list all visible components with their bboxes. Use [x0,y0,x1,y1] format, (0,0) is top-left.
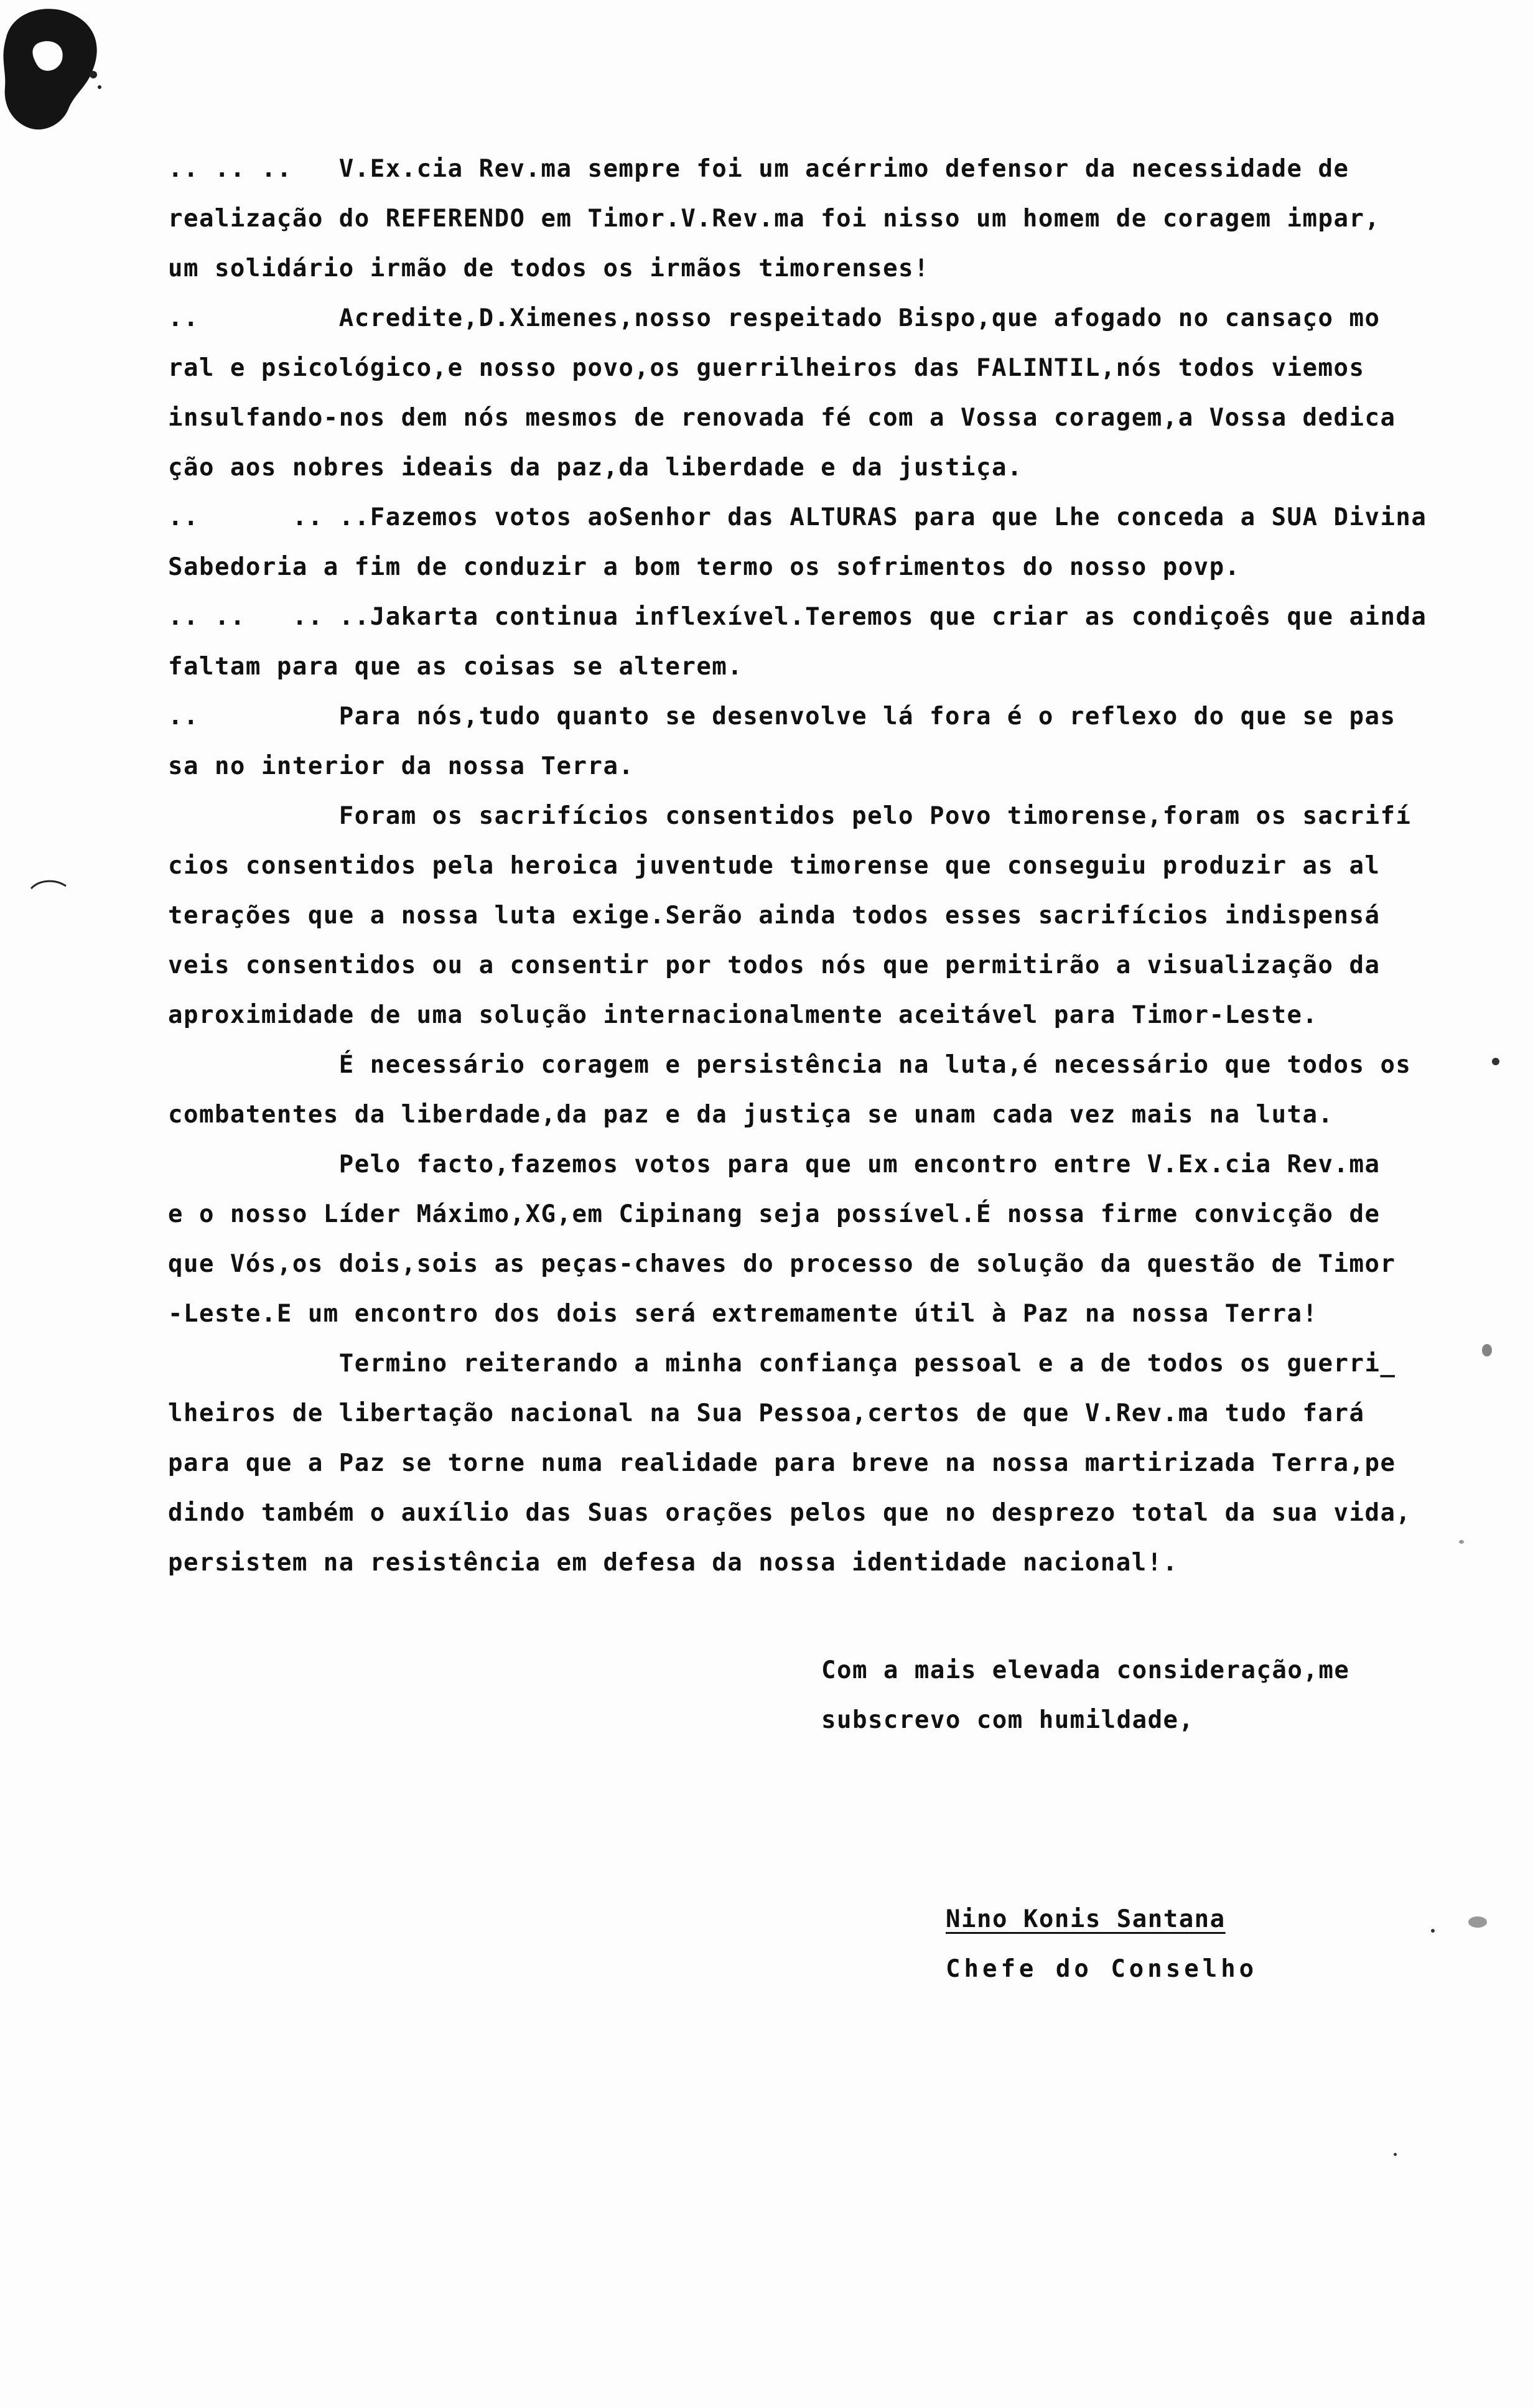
letter-line: lheiros de libertação nacional na Sua Pessoa,certos de que V.Rev.ma tudo fará [168,1399,1365,1427]
signatory-name: Nino Konis Santana [946,1905,1226,1933]
scan-speck [1482,1344,1492,1356]
letter-line: .. Acredite,D.Ximenes,nosso respeitado Bispo,que afogado no cansaço mo [168,304,1381,332]
letter-closing [821,1646,1349,1745]
letter-body [168,144,1431,1588]
scan-speck [1492,1058,1499,1065]
scan-speck [1431,1929,1435,1933]
letter-line: .. .. .. ..Jakarta continua inflexível.Teremos que criar as condiçoês que ainda [168,603,1427,631]
letter-line: cios consentidos pela heroica juventude timorense que conseguiu produzir as al [168,852,1381,880]
closing-line: subscrevo com humildade, [821,1706,1195,1734]
scan-speck [1394,2153,1397,2156]
letter-line: sa no interior da nossa Terra. [168,752,635,780]
scan-speck [1468,1916,1487,1928]
letter-line: -Leste.E um encontro dos dois será extremamente útil à Paz na nossa Terra! [168,1300,1318,1328]
letter-line: para que a Paz se torne numa realidade para breve na nossa martirizada Terra,pe [168,1449,1396,1477]
letter-line: e o nosso Líder Máximo,XG,em Cipinang seja possível.É nossa firme convicção de [168,1200,1381,1228]
closing-line: Com a mais elevada consideração,me [821,1656,1350,1684]
letter-line: dindo também o auxílio das Suas orações pelos que no desprezo total da sua vida, [168,1499,1412,1527]
margin-mark [30,877,67,891]
letter-line: um solidário irmão de todos os irmãos timorenses! [168,254,930,282]
letter-line: persistem na resistência em defesa da nossa identidade nacional!. [168,1549,1178,1577]
letter-line: realização do REFERENDO em Timor.V.Rev.ma foi nisso um homem de coragem impar, [168,205,1381,233]
letter-line: Pelo facto,fazemos votos para que um encontro entre V.Ex.cia Rev.ma [168,1150,1381,1178]
letter-line: ção aos nobres ideais da paz,da liberdade e da justiça. [168,454,1023,482]
letter-line: ral e psicológico,e nosso povo,os guerrilheiros das FALINTIL,nós todos viemos [168,354,1365,382]
ink-blot-mark [0,0,106,143]
letter-line: veis consentidos ou a consentir por todos nós que permitirão a visualização da [168,951,1381,979]
letter-line: aproximidade de uma solução internacionalmente aceitável para Timor-Leste. [168,1001,1318,1029]
letter-line: insulfando-nos dem nós mesmos de renovada fé com a Vossa coragem,a Vossa dedica [168,404,1396,432]
letter-line: .. .. .. V.Ex.cia Rev.ma sempre foi um acérrimo defensor da necessidade de [168,155,1349,183]
letter-line: Termino reiterando a minha confiança pessoal e a de todos os guerri_ [168,1350,1396,1378]
letter-line: terações que a nossa luta exige.Serão ainda todos esses sacrifícios indispensá [168,902,1381,930]
signature-block [946,1895,1257,1994]
letter-line: .. Para nós,tudo quanto se desenvolve lá fora é o reflexo do que se pas [168,702,1396,730]
letter-line: combatentes da liberdade,da paz e da justiça se unam cada vez mais na luta. [168,1101,1334,1129]
letter-line: Sabedoria a fim de conduzir a bom termo os sofrimentos do nosso povp. [168,553,1241,581]
letter-line: É necessário coragem e persistência na luta,é necessário que todos os [168,1051,1412,1079]
letter-line: Foram os sacrifícios consentidos pelo Povo timorense,foram os sacrifí [168,802,1412,830]
scan-speck [1459,1540,1464,1544]
signatory-title: Chefe do Conselho [946,1955,1258,1983]
letter-line: que Vós,os dois,sois as peças-chaves do processo de solução da questão de Timor [168,1250,1396,1278]
letter-line: faltam para que as coisas se alterem. [168,653,743,681]
letter-line: .. .. ..Fazemos votos aoSenhor das ALTURAS para que Lhe conceda a SUA Divina [168,503,1427,531]
